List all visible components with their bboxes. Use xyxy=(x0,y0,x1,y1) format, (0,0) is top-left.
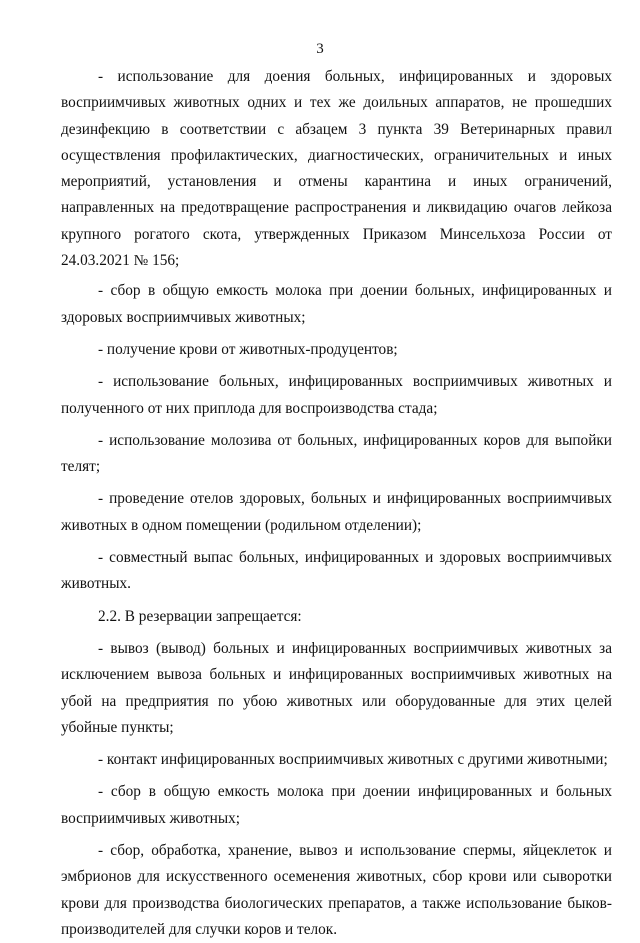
paragraph-calving: - проведение отелов здоровых, больных и инфицированных восприимчивых животных в одном помещении (родильном отделении); xyxy=(61,490,612,534)
paragraph-milking-equipment: - использование для доения больных, инфицированных и здоровых восприимчивых животных одних и тех же доильных аппаратов, не прошедших дезинфекцию в соответствии с абзацем 3 пункта 39 Ветеринарных правил осуществления профилактических, диагностических, ограничительных и иных мероприятий, установления и отмены карантина и иных ограничений, направленных на предотвращение распространения и ликвидацию очагов лейкоза крупного рогатого скота, утвержденных Приказом Минсельхоза России от 24.03.2021 № 156; xyxy=(61,68,612,270)
paragraph-colostrum: - использование молозива от больных, инфицированных коров для выпойки телят; xyxy=(61,431,612,476)
paragraph-milk-collection: - сбор в общую емкость молока при доении больных, инфицированных и здоровых восприимчивых животных; xyxy=(61,282,612,326)
paragraph-semen-embryos: - сбор, обработка, хранение, вывоз и использование спермы, яйцеклеток и эмбрионов для искусственного осеменения животных, сбор крови или сыворотки крови для производства биологических препаратов, а также использование быков-производителей для случки коров и телок. xyxy=(61,842,612,938)
paragraph-grazing: - совместный выпас больных, инфицированных и здоровых восприимчивых животных. xyxy=(61,549,612,593)
document-body xyxy=(61,64,612,943)
paragraph-milk-collection-reservation: - сбор в общую емкость молока при доении инфицированных и больных восприимчивых животных; xyxy=(61,783,612,827)
paragraph-blood-collection: - получение крови от животных-продуцентов; xyxy=(98,340,398,358)
page-number: 3 xyxy=(316,41,324,57)
paragraph-export: - вывоз (вывод) больных и инфицированных восприимчивых животных за исключением вывоза больных и инфицированных восприимчивых животных на убой на предприятия по убою животных или оборудованные для этих целей убойные пункты; xyxy=(61,639,612,736)
paragraph-contact: - контакт инфицированных восприимчивых животных с другими животными; xyxy=(98,751,608,769)
paragraph-breeding-use: - использование больных, инфицированных восприимчивых животных и полученного от них приплода для воспроизводства стада; xyxy=(61,373,612,417)
section-heading-reservation: 2.2. В резервации запрещается: xyxy=(98,607,302,625)
